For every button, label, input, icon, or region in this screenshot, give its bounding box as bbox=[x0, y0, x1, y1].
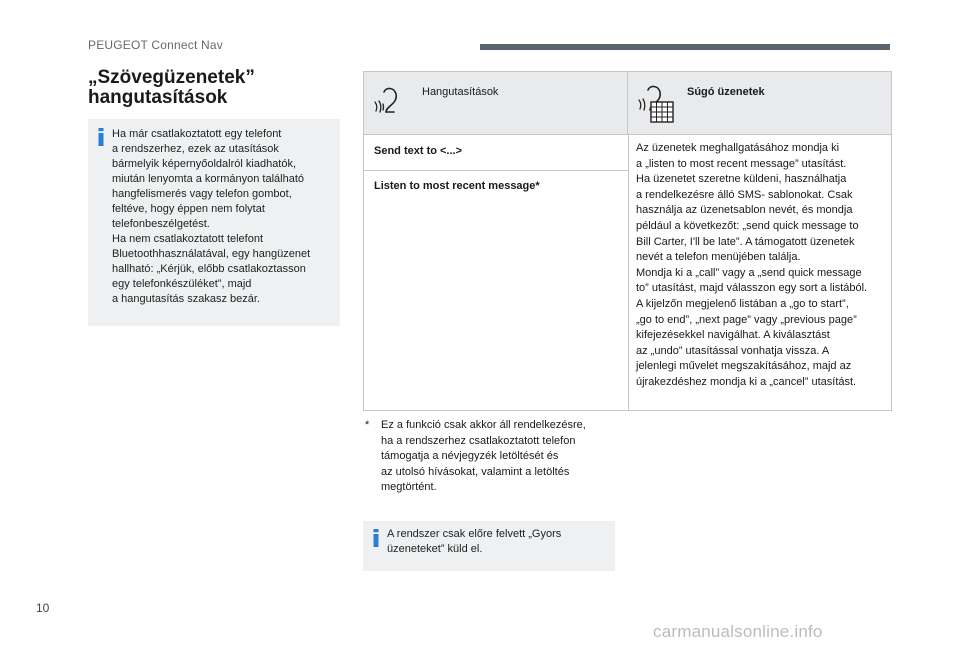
help-keypad-icon bbox=[636, 82, 680, 126]
table-row-divider bbox=[364, 170, 628, 171]
voice-command-icon bbox=[372, 82, 412, 122]
info-note bbox=[88, 119, 340, 326]
header-bar bbox=[480, 44, 890, 50]
info-note-sms bbox=[363, 521, 615, 571]
info-icon bbox=[372, 529, 380, 547]
table-header-commands bbox=[364, 72, 628, 135]
footnote-text: Ez a funkció csak akkor áll rendelkezésre, ha a rendszerhez csatlakoztatott telefon támogatja a névjegyzék letöltését és az utolsó hívásokat, valamint a letöltés megtörtént. bbox=[381, 419, 586, 493]
document-header: PEUGEOT Connect Nav bbox=[88, 38, 223, 52]
page-number: 10 bbox=[36, 601, 50, 615]
footnote-mark: * bbox=[365, 419, 370, 431]
info-note-text: Ha már csatlakoztatott egy telefont a rendszerhez, ezek az utasítások bármelyik képernyőoldalról kiadhatók, miután lenyomta a kormányon található hangfelismerés vagy telefon gombot, feltéve, hogy éppen nem folytat telefonbeszélgetést. Ha nem csatlakoztatott telefont Bluetoothhasználatával, egy hangüzenet hallható: „Kérjük, előbb csatlakoztasson egy telefonkészüléket”, majd a hangutasítás szakasz bezár. bbox=[112, 128, 311, 305]
table-header-commands-label: Hangutasítások bbox=[422, 86, 499, 98]
table-header-help-label: Súgó üzenetek bbox=[687, 86, 765, 98]
section-title-line2: hangutasítások bbox=[88, 87, 228, 108]
help-message-text: Az üzenetek meghallgatásához mondja ki a „listen to most recent message” utasítást. Ha üzenetet szeretne küldeni, használhatja a rendelkezésre álló SMS- sablonokat. Csak használja az üzenetsablon nevét, és mondja például a következőt: „send quick message to Bill Carter, I'll be late”. A támogatott üzenetek nevét a telefon menüjében találja. Mondja ki a „call” vagy a „send quick message to” utasítást, majd válasszon egy sort a listából. A kijelzőn megjelenő listában a „go to start”, „go to end”, „next page” vagy „previous page” kifejezésekkel navigálhat. A kiválasztást az „undo” utasítással vonhatja vissza. A jelenlegi művelet megszakításához, majd az újrakezdéshez mondja ki a „cancel” utasítást. bbox=[636, 142, 868, 388]
section-title bbox=[88, 68, 348, 108]
info-icon bbox=[97, 128, 105, 146]
footnote bbox=[365, 418, 615, 496]
section-title-line1: „Szövegüzenetek” bbox=[88, 67, 255, 88]
command-send-text: Send text to <...> bbox=[374, 145, 463, 157]
voice-command-table bbox=[363, 71, 892, 411]
watermark: carmanualsonline.info bbox=[653, 622, 823, 641]
info-note-sms-text: A rendszer csak előre felvett „Gyors üzeneteket” küld el. bbox=[387, 528, 562, 555]
command-listen-recent: Listen to most recent message* bbox=[374, 180, 540, 192]
table-column-divider bbox=[628, 135, 629, 410]
table-header-help bbox=[628, 72, 891, 135]
